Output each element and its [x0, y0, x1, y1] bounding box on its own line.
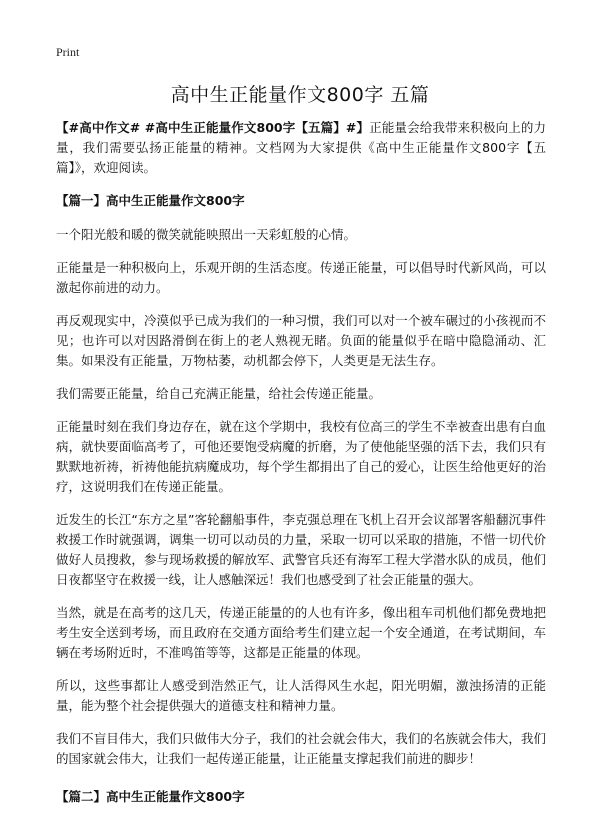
paragraph: 我们不盲目伟大，我们只做伟大分子，我们的社会就会伟大，我们的名族就会伟大，我们的国家就会伟大，让我们一起传递正能量，让正能量支撑起我们前进的脚步！	[56, 731, 546, 766]
section-heading-1: 【篇一】高中生正能量作文800字	[56, 193, 245, 208]
page-title: 高中生正能量作文800字 五篇	[170, 84, 430, 106]
paragraph: 正能量是一种积极向上，乐观开朗的生活态度。传递正能量，可以倡导时代新风尚，可以激起你前进的动力。	[56, 260, 546, 295]
paragraph: 正能量时刻在我们身边存在，就在这个学期中，我校有位高三的学生不幸被查出患有白血病，就快要面临高考了，可他还要饱受病魔的折磨，为了使他能坚强的活下去，我们只有默默地祈祷，祈祷他能抗病魔成功，每个学生都捐出了自己的爱心，让医生给他更好的治疗，这说明我们在传递正能量。	[56, 419, 546, 494]
paragraph: 近发生的长江“东方之星”客轮翻船事件，李克强总理在飞机上召开会议部署客船翻沉事件救援工作时就强调，调集一切可以动员的力量，采取一切可以采取的措施，不惜一切代价做好人员搜救，参与现场救援的解放军、武警官兵还有海军工程大学潜水队的成员，他们日夜都坚守在救援一线，让人感触深远！我们也感受到了社会正能量的强大。	[56, 512, 546, 587]
intro-paragraph	[56, 118, 546, 178]
intro-tag: 【#高中作文# #高中生正能量作文800字【五篇】#】	[56, 120, 370, 135]
section-heading-2: 【篇二】高中生正能量作文800字	[56, 789, 245, 804]
print-link[interactable]: Print	[56, 45, 80, 59]
intro-text: 正能量会给我带来积极向上的力量，我们需要弘扬正能量的精神。文档网为大家提供《高中生正能量作文800字【五篇】》，欢迎阅读。	[56, 120, 546, 175]
paragraph: 再反观现实中，冷漠似乎已成为我们的一种习惯，我们可以对一个被车碾过的小孩视而不见；也许可以对因路滑倒在街上的老人熟视无睹。负面的能量似乎在暗中隐隐涌动、汇集。如果没有正能量，万物枯萎，动机都会停下，人类更是无法生存。	[56, 313, 546, 368]
paragraph: 我们需要正能量，给自己充满正能量，给社会传递正能量。	[56, 386, 382, 401]
paragraph: 当然，就是在高考的这几天，传递正能量的的人也有许多，像出租车司机他们都免费地把考生安全送到考场，而且政府在交通方面给考生们建立起一个安全通道，在考试期间，车辆在考场附近时，不准鸣笛等等，这都是正能量的体现。	[56, 605, 546, 660]
paragraph: 一个阳光般和暖的微笑就能映照出一天彩虹般的心情。	[56, 227, 357, 242]
article-body	[56, 118, 546, 821]
paragraph: 所以，这些事都让人感受到浩然正气，让人活得风生水起，阳光明媚，激浊扬清的正能量，能为整个社会提供强大的道德支柱和精神力量。	[56, 678, 546, 713]
